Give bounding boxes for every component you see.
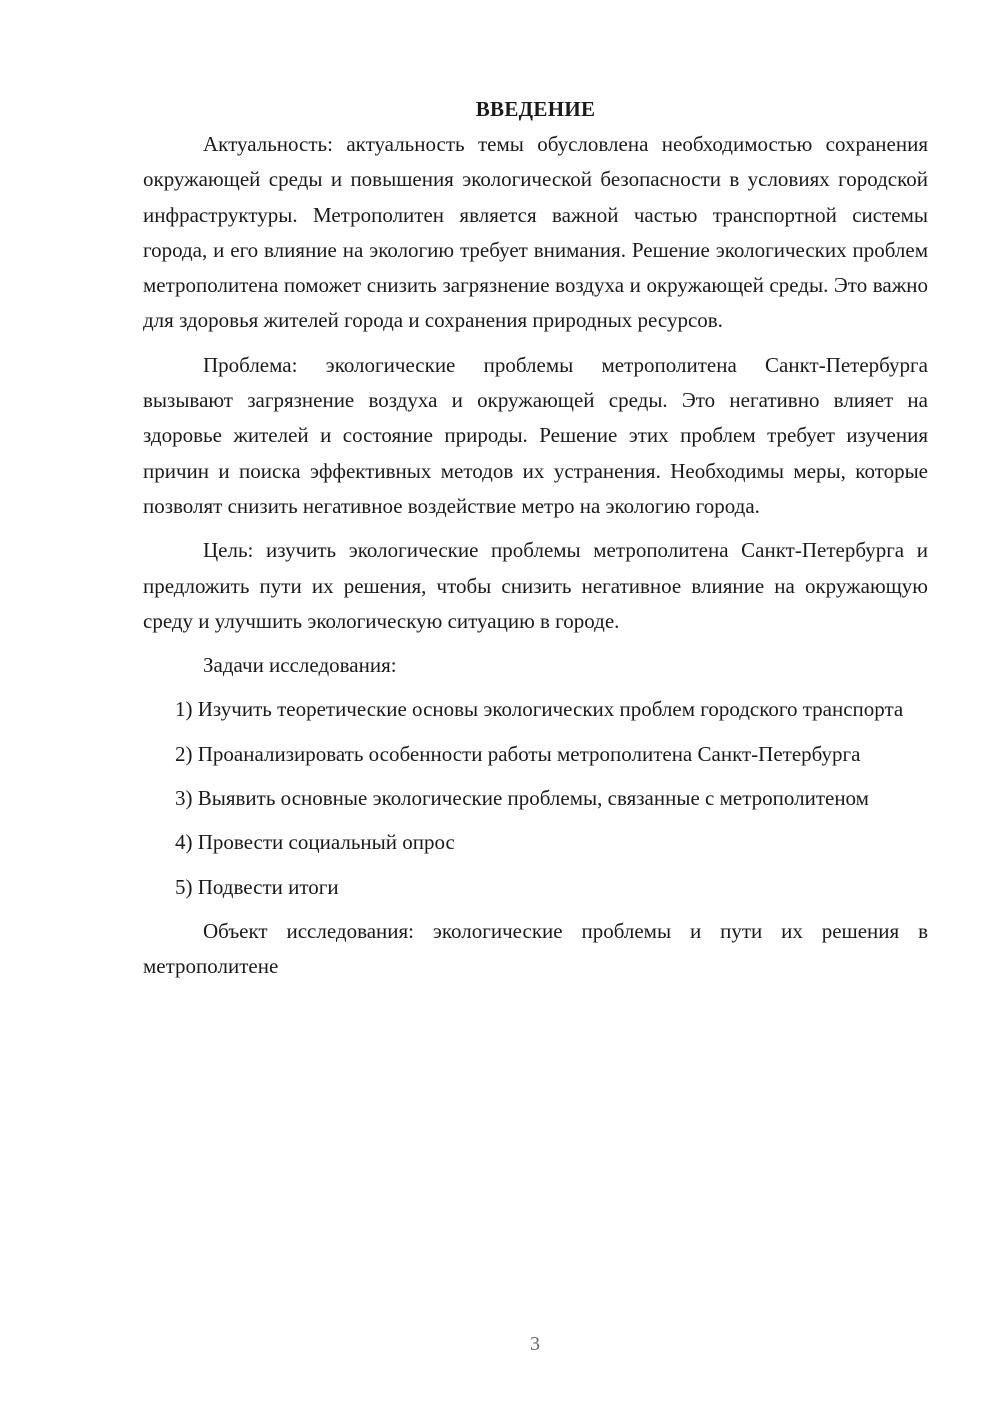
- paragraph-relevance: Актуальность: актуальность темы обусловлена необходимостью сохранения окружающей среды и повышения экологической безопасности в условиях городской инфраструктуры. Метрополитен является важной частью транспортной системы города, и его влияние на экологию требует внимания. Решение экологических проблем метрополитена поможет снизить загрязнение воздуха и окружающей среды. Это важно для здоровья жителей города и сохранения природных ресурсов.: [143, 132, 928, 333]
- tasks-heading: Задачи исследования:: [203, 653, 397, 678]
- task-item-2: 2) Проанализировать особенности работы метрополитена Санкт-Петербурга: [175, 741, 861, 766]
- task-item-3: 3) Выявить основные экологические проблемы, связанные с метрополитеном: [175, 786, 869, 811]
- paragraph-goal: Цель: изучить экологические проблемы метрополитена Санкт-Петербурга и предложить пути их решения, чтобы снизить негативное влияние на окружающую среду и улучшить экологическую ситуацию в городе.: [143, 538, 928, 633]
- task-item-4: 4) Провести социальный опрос: [175, 830, 455, 855]
- task-item-5: 5) Подвести итоги: [175, 874, 339, 899]
- paragraph-problem: Проблема: экологические проблемы метрополитена Санкт-Петербурга вызывают загрязнение воздуха и окружающей среды. Это негативно влияет на здоровье жителей и состояние природы. Решение этих проблем требует изучения причин и поиска эффективных методов их устранения. Необходимы меры, которые позволят снизить негативное воздействие метро на экологию города.: [143, 352, 928, 518]
- page-title: ВВЕДЕНИЕ: [475, 97, 596, 121]
- document-page: [143, 92, 928, 994]
- paragraph-object: Объект исследования: экологические проблемы и пути их решения в метрополитене: [143, 918, 928, 979]
- task-item-1: 1) Изучить теоретические основы экологических проблем городского транспорта: [175, 697, 904, 722]
- page-number: 3: [530, 1333, 540, 1355]
